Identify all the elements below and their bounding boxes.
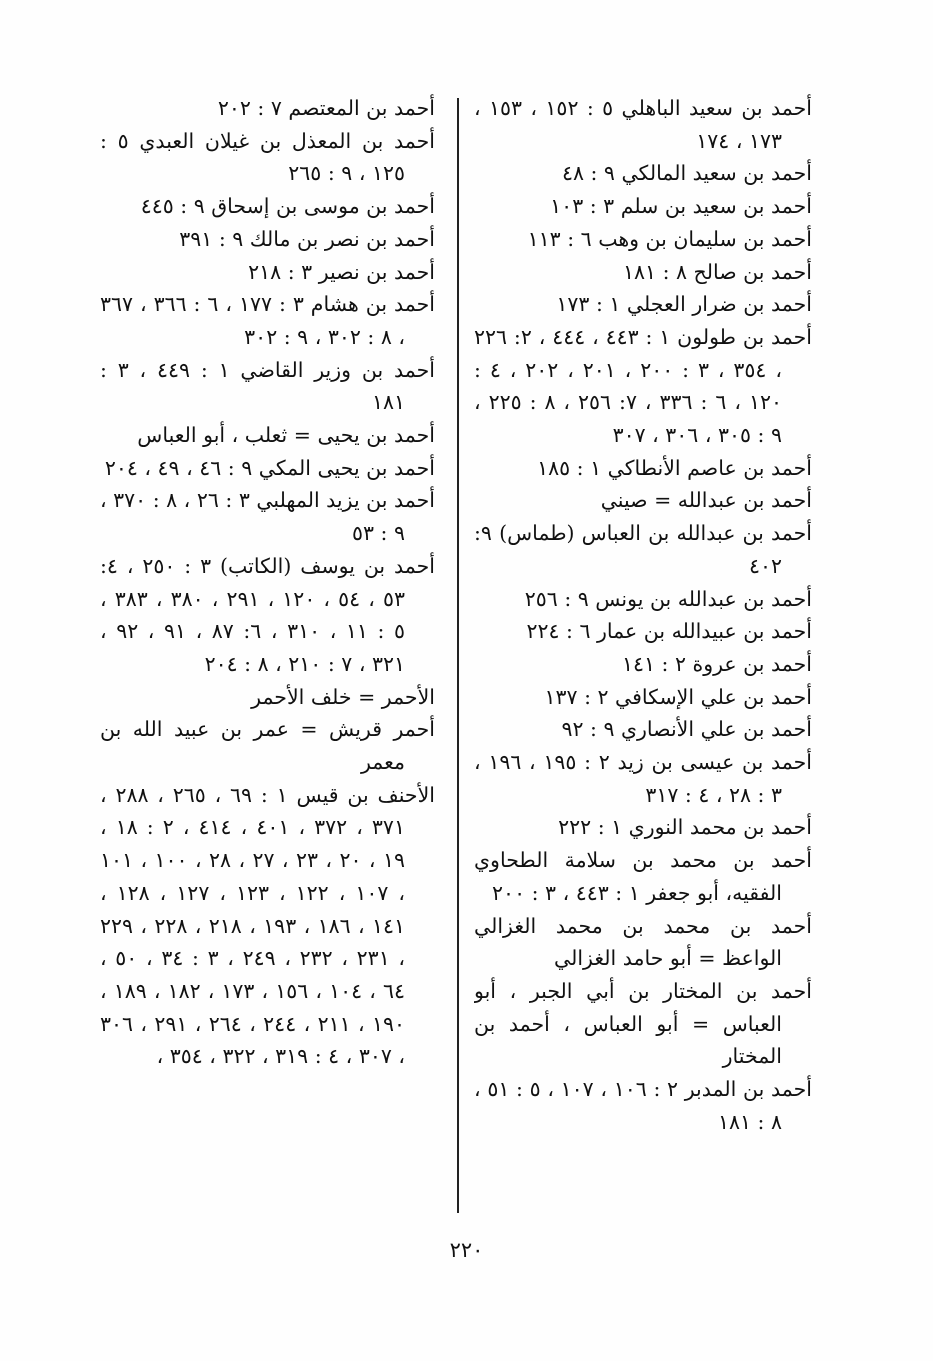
index-entry: أحمد بن سعيد المالكي ٩ : ٤٨ [561,161,812,186]
index-entry: أحمد بن عبدالله بن العباس (طماس) ٩: ٤٠٢ [474,521,812,578]
index-entry: أحمد بن يزيد المهلبي ٣ : ٢٦ ، ٨ : ٣٧٠ ، ٩ : ٥٣ [100,488,435,546]
index-entry: أحمد بن عاصم الأنطاكي ١ : ١٨٥ [537,455,812,480]
index-entry: أحمد بن هشام ٣ : ١٧٧ ، ٦ : ٣٦٦ ، ٣٦٧ ، ٨ : ٣٠٢ ، ٩ : ٣٠٢ [100,292,435,349]
index-entry: أحمد بن يوسف (الكاتب) ٣ : ٢٥٠ ، ٤: ٥٣ ، ٥٤ ، ١٢٠ ، ٢٩١ ، ٣٨٠ ، ٣٨٣ ، ٥ : ١١ ، ٣١٠ ، ٦: ٨٧ ، ٩١ ، ٩٢ ، ٣٢١ ، ٧ : ٢١٠ ، ٨ : ٢٠٤ [100,553,435,676]
index-entry: أحمد بن نصر بن مالك ٩ : ٣٩١ [179,226,435,251]
index-entry: أحمد بن المعذل بن غيلان العبدي ٥ : ١٢٥ ، ٩ : ٢٦٥ [100,128,435,186]
right-column [474,92,812,1212]
index-entry: أحمد بن علي الإسكافي ٢ : ١٣٧ [544,684,812,709]
index-entry: أحمد بن صالح ٨ : ١٨١ [623,259,812,284]
index-entry: أحمد بن وزير القاضي ١ : ٤٤٩ ، ٣ : ١٨١ [100,357,435,415]
index-entry: أحمد بن سليمان بن وهب ٦ : ١١٣ [527,226,812,251]
index-entry: أحمد بن سعيد الباهلي ٥ : ١٥٢ ، ١٥٣ ، ١٧٣ ، ١٧٤ [474,96,812,153]
index-entry: أحمد بن المعتصم ٧ : ٢٠٢ [217,96,435,120]
index-entry: أحمد بن سعيد بن سلم ٣ : ١٠٣ [550,194,812,219]
index-entry: الأحمر = خلف الأحمر [251,684,435,709]
index-entry: أحمد بن المدبر ٢ : ١٠٦ ، ١٠٧ ، ٥ : ٥١ ، ٨ : ١٨١ [474,1077,812,1134]
index-entry: أحمد بن يحيى = ثعلب ، أبو العباس [137,423,435,448]
index-entry: أحمد بن طولون ١ : ٤٤٣ ، ٤٤٤ ، ٢: ٢٢٦ ، ٣٥٤ ، ٣ : ٢٠٠ ، ٢٠١ ، ٢٠٢ ، ٤ : ١٢٠ ، ٦ : ٣٣٦ ، ٧: ٢٥٦ ، ٨ : ٢٢٥ ، ٩ : ٣٠٥ ، ٣٠٦ ، ٣٠٧ [474,324,812,448]
index-entry: أحمد بن عروة ٢ : ١٤١ [621,651,812,676]
left-column [100,92,435,1192]
column-divider [457,98,459,1213]
index-entry: أحمد بن محمد النوري ١ : ٢٢٢ [558,815,812,840]
index-entry: أحمد بن موسى بن إسحاق ٩ : ٤٤٥ [140,194,435,219]
index-entry: الأحنف بن قيس ١ : ٦٩ ، ٢٦٥ ، ٢٨٨ ، ٣٧١ ، ٣٧٢ ، ٤٠١ ، ٤١٤ ، ٢ : ١٨ ، ١٩ ، ٢٠ ، ٢٣ ، ٢٧ ، ٢٨ ، ١٠٠ ، ١٠١ ، ١٠٧ ، ١٢٢ ، ١٢٣ ، ١٢٧ ، ١٢٨ ، ١٤١ ، ١٨٦ ، ١٩٣ ، ٢١٨ ، ٢٢٨ ، ٢٢٩ ، ٢٣١ ، ٢٣٢ ، ٢٤٩ ، ٣ : ٣٤ ، ٥٠ ، ٦٤ ، ١٠٤ ، ١٥٦ ، ١٧٣ ، ١٨٢ ، ١٨٩ ، ١٩٠ ، ٢١١ ، ٢٤٤ ، ٢٦٤ ، ٢٩١ ، ٣٠٦ ، ٣٠٧ ، ٤ : ٣١٩ ، ٣٢٢ ، ٣٥٤ ، [100,782,435,1069]
index-entry: أحمد بن نصير ٣ : ٢١٨ [248,259,435,284]
page-number: ٢٢٠ [449,1238,484,1262]
index-entry: أحمد بن عبيدالله بن عمار ٦ : ٢٢٤ [526,619,812,644]
index-entry: أحمد بن عبدالله بن يونس ٩ : ٢٥٦ [524,586,812,611]
index-entry: أحمد بن محمد بن سلامة الطحاوي الفقيه، أبو جعفر ١ : ٤٤٣ ، ٣ : ٢٠٠ [474,848,812,905]
index-entry: أحمر قريش = عمر بن عبيد الله بن معمر [100,717,435,775]
index-entry: أحمد بن يحيى المكي ٩ : ٤٦ ، ٤٩ ، ٢٠٤ [104,455,435,480]
index-entry: أحمد بن عيسى بن زيد ٢ : ١٩٥ ، ١٩٦ ، ٣ : ٢٨ ، ٤ : ٣١٧ [474,750,812,807]
index-entry: أحمد بن المختار بن أبي الجبر ، أبو العباس = أبو العباس ، أحمد بن المختار [474,978,812,1069]
index-entry: أحمد بن ضرار العجلي ١ : ١٧٣ [556,292,812,317]
index-entry: أحمد بن محمد بن محمد الغزالي الواعظ = أبو حامد الغزالي [474,913,812,971]
index-entry: أحمد بن عبدالله = صيني [600,488,812,513]
index-entry: أحمد بن علي الأنصاري ٩ : ٩٢ [561,717,812,742]
